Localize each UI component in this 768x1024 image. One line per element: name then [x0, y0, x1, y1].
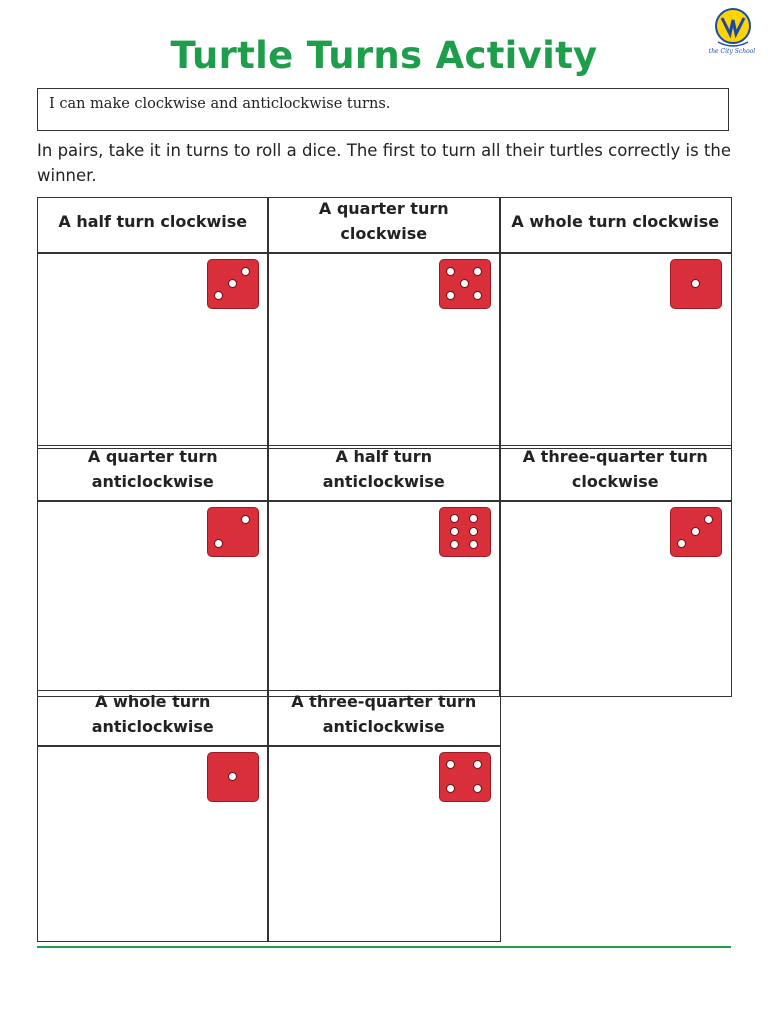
- dice-pip: [241, 267, 250, 276]
- dice-pip: [473, 267, 482, 276]
- dice-pip: [691, 527, 700, 536]
- dice-face-icon: [439, 259, 491, 309]
- dice-pip: [460, 279, 469, 288]
- cell-header: [267, 197, 501, 254]
- cell-header: [499, 445, 732, 502]
- dice-pip: [469, 527, 478, 536]
- dice-pip: [704, 515, 713, 524]
- turn-label: A whole turn anticlockwise: [91, 692, 214, 737]
- dice-pip: [473, 784, 482, 793]
- dice-pip: [473, 760, 482, 769]
- dice-pip: [446, 267, 455, 276]
- dice-pip: [446, 760, 455, 769]
- footer-rule: [37, 946, 731, 948]
- dice-pip: [450, 514, 459, 523]
- page-title: Turtle Turns Activity: [170, 34, 598, 77]
- dice-pip: [677, 539, 686, 548]
- logo-caption: the City School: [708, 48, 756, 55]
- dice-pip: [691, 279, 700, 288]
- dice-pip: [228, 279, 237, 288]
- dice-pip: [469, 540, 478, 549]
- cell-header: [37, 197, 269, 254]
- dice-pip: [241, 515, 250, 524]
- cell-header: [267, 445, 501, 502]
- dice-face-icon: [670, 507, 722, 557]
- dice-pip: [450, 527, 459, 536]
- dice-pip: [214, 291, 223, 300]
- dice-pip: [469, 514, 478, 523]
- turn-label: A three-quarter turn clockwise: [522, 447, 708, 492]
- dice-pip: [214, 539, 223, 548]
- dice-face-icon: [207, 507, 259, 557]
- cell-header: [37, 690, 269, 747]
- cell-header: [37, 445, 269, 502]
- dice-face-icon: [439, 752, 491, 802]
- cell-header: [267, 690, 501, 747]
- turn-label: A half turn clockwise: [58, 211, 248, 231]
- dice-pip: [446, 291, 455, 300]
- turn-label: A half turn anticlockwise: [322, 447, 445, 492]
- turn-label: A three-quarter turn anticlockwise: [291, 692, 477, 737]
- turn-label: A quarter turn clockwise: [318, 199, 449, 244]
- dice-face-icon: [207, 259, 259, 309]
- dice-pip: [446, 784, 455, 793]
- dice-pip: [450, 540, 459, 549]
- dice-face-icon: [670, 259, 722, 309]
- dice-pip: [228, 772, 237, 781]
- dice-pip: [473, 291, 482, 300]
- dice-face-icon: [207, 752, 259, 802]
- turn-label: A whole turn clockwise: [511, 211, 720, 231]
- instructions-text: In pairs, take it in turns to roll a dice. The first to turn all their turtles correctly is the winner.: [37, 141, 731, 185]
- cell-header: [499, 197, 732, 254]
- dice-face-icon: [439, 507, 491, 557]
- turn-label: A quarter turn anticlockwise: [87, 447, 218, 492]
- learning-objective: I can make clockwise and anticlockwise turns.: [37, 88, 729, 131]
